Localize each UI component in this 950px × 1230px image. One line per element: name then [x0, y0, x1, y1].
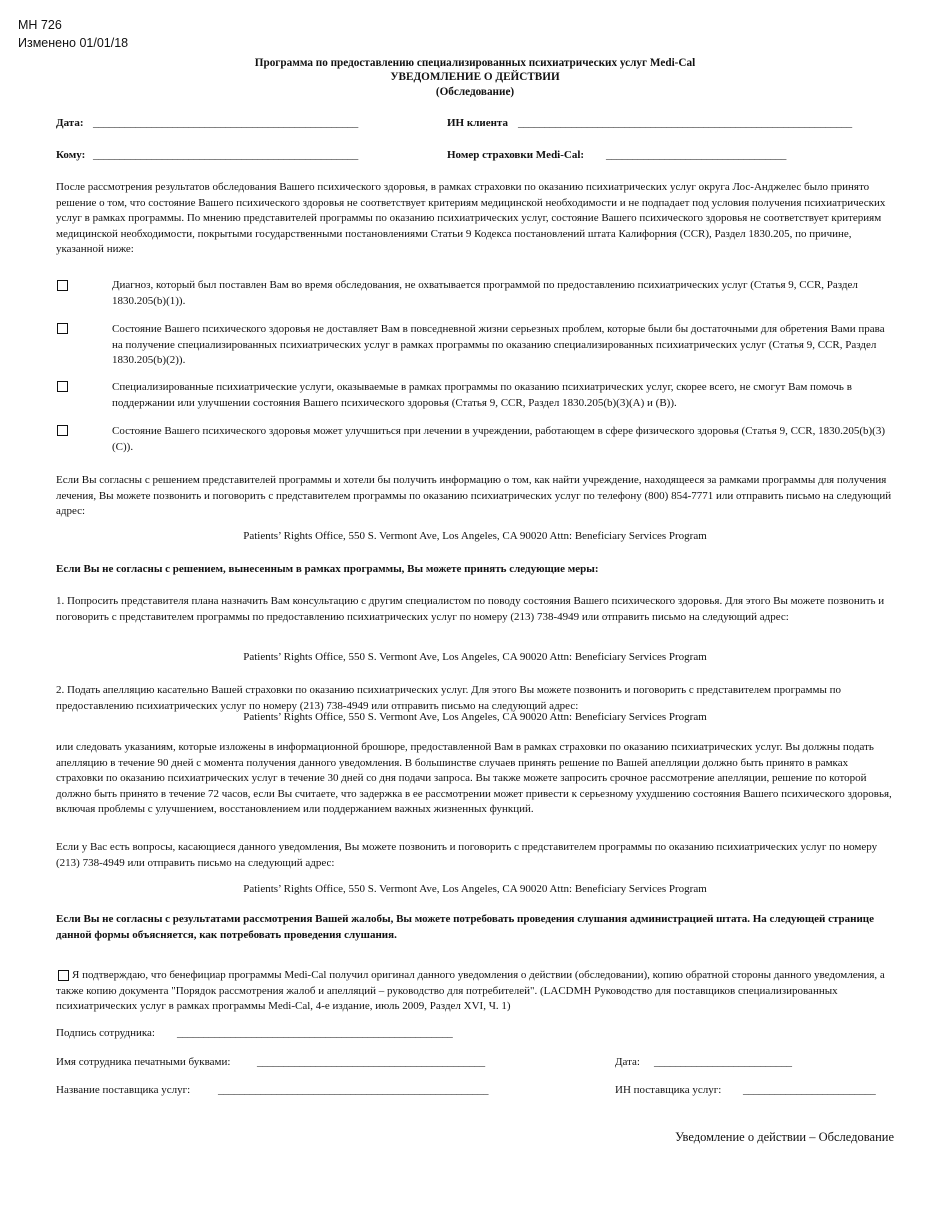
option-2-continuation: или следовать указаниям, которые изложены в информационной брошюре, предоставленной Вам в рамках страховки по оказанию психиатрических услуг. Вы должны подать апелляцию в течение 90 дней с момента получения данного уведомления. В большинстве случаев принять решение по Вашей апелляции должно быть принято в рамках страховки по оказанию психиатрических услуг в течение 30 дней со дня подачи запроса. Вы также можете запросить срочное рассмотрение апелляции, решение по которой должно быть принято в течение 72 часов, если Вы считаете, что задержка в ее рассмотрении может привести к серьезному ухудшению состояния Вашего психического здоровья, включая проблемы с улучшением, восстановлением или поддержанием важных жизненных функций. — [56, 741, 892, 816]
option-2-paragraph: 2. Подать апелляцию касательно Вашей страховки по оказанию психиатрических услуг. Для этого Вы можете позвонить и поговорить с представителем программы по предоставлению психиатрических услуг по номеру (213) 738-4949 или отправить письмо на следующий адрес: — [56, 684, 841, 712]
client-id-field[interactable]: _______________________________________________________________ — [518, 117, 852, 129]
reason-1-checkbox[interactable] — [57, 280, 68, 291]
reason-2-checkbox[interactable] — [57, 323, 68, 334]
signature-date-label: Дата: — [615, 1056, 640, 1068]
page-footer: Уведомление о действии – Обследование — [675, 1130, 894, 1144]
date-field[interactable]: __________________________________________________ — [93, 117, 359, 129]
address-line: Patients’ Rights Office, 550 S. Vermont Ave, Los Angeles, CA 90020 Attn: Beneficiary Services Program — [243, 711, 707, 723]
questions-paragraph: Если у Вас есть вопросы, касающиеся данного уведомления, Вы можете позвонить и поговорить с представителем программы по оказанию психиатрических услуг по номеру (213) 738-4949 или отправить письмо на следующий адрес: — [56, 841, 878, 869]
staff-name-field[interactable]: ___________________________________________ — [257, 1056, 485, 1068]
to-label: Кому: — [56, 149, 86, 161]
address-line: Patients’ Rights Office, 550 S. Vermont Ave, Los Angeles, CA 90020 Attn: Beneficiary Services Program — [243, 530, 707, 542]
staff-signature-field[interactable]: ____________________________________________________ — [177, 1027, 453, 1039]
staff-signature-label: Подпись сотрудника: — [56, 1027, 155, 1039]
form-header — [18, 16, 128, 52]
insurance-number-label: Номер страховки Medi-Cal: — [447, 149, 585, 161]
address-line: Patients’ Rights Office, 550 S. Vermont Ave, Los Angeles, CA 90020 Attn: Beneficiary Services Program — [243, 883, 707, 895]
revised-date: Изменено 01/01/18 — [18, 36, 129, 50]
form-subtitle: (Обследование) — [435, 86, 515, 98]
provider-id-label: ИН поставщика услуг: — [615, 1084, 722, 1096]
reason-3-text: Специализированные психиатрические услуги, оказываемые в рамках программы по оказанию психиатрических услуг, скорее всего, не смогут Вам помочь в поддержании или улучшении состояния Вашего психического здоровья (Статья 9, CCR, Раздел 1830.205(b)(3)(A) и (B)). — [112, 381, 852, 409]
provider-name-label: Название поставщика услуг: — [56, 1084, 191, 1096]
reason-2-text: Состояние Вашего психического здоровья не доставляет Вам в повседневной жизни серьезных проблем, которые были бы достаточными для обретения Вами права на получение специализированных психиатрических услуг в рамках программы по оказанию специализированных психиатрических услуг (Статья 9, CCR, Раздел 1830.205(b)(2)). — [112, 323, 885, 367]
program-title: Программа по предоставлению специализированных психиатрических услуг Medi-Cal — [254, 57, 696, 69]
date-label: Дата: — [56, 117, 84, 129]
reason-3-checkbox[interactable] — [57, 381, 68, 392]
form-number: MH 726 — [18, 18, 62, 32]
intro-paragraph: После рассмотрения результатов обследования Вашего психического здоровья, в рамках страховки по оказанию психиатрических услуг округа Лос-Анджелес было принято решение о том, что состояние Вашего психического здоровья не соответствует критериям медицинской необходимости и не подпадает под условия получения психиатрических услуг в рамках программы. По мнению представителей программы по оказанию психиатрических услуг, состояние Вашего психического здоровья не соответствует критериям медицинской необходимости, покрытыми государственными постановлениями Статьи 9 Кодекса постановлений штата Калифорния (CCR), Раздел 1830.205, по причине, указанной ниже: — [56, 181, 886, 256]
reason-4-text: Состояние Вашего психического здоровья может улучшиться при лечении в учреждении, работающем в сфере физического здоровья (Статья 9, CCR, 1830.205(b)(3)(C)). — [112, 425, 885, 453]
confirmation-text: Я подтверждаю, что бенефициар программы Medi-Cal получил оригинал данного уведомления о действии (обследовании), копию обратной стороны данного уведомления, а также копию документа "Порядок рассмотрения жалоб и апелляций – руководство для потребителей". (LACDMH Руководство для поставщиков специализированных психиатрических услуг в рамках программы Medi-Cal, 4-е издание, июль 2009, Раздел XVI, Ч. 1) — [56, 969, 885, 1013]
to-field[interactable]: __________________________________________________ — [93, 149, 359, 161]
reason-4-checkbox[interactable] — [57, 425, 68, 436]
client-id-label: ИН клиента — [447, 117, 508, 129]
disagree-heading: Если Вы не согласны с решением, вынесенным в рамках программы, Вы можете принять следующие меры: — [56, 563, 599, 575]
reason-1-text: Диагноз, который был поставлен Вам во время обследования, не охватывается программой по предоставлению психиатрических услуг (Статья 9, CCR, Раздел 1830.205(b)(1)). — [112, 279, 858, 307]
form-title: УВЕДОМЛЕНИЕ О ДЕЙСТВИИ — [390, 71, 560, 83]
address-line: Patients’ Rights Office, 550 S. Vermont Ave, Los Angeles, CA 90020 Attn: Beneficiary Services Program — [243, 651, 707, 663]
staff-name-label: Имя сотрудника печатными буквами: — [56, 1056, 231, 1068]
provider-id-field[interactable]: _________________________ — [743, 1084, 876, 1096]
insurance-number-field[interactable]: __________________________________ — [606, 149, 787, 161]
provider-name-field[interactable]: ___________________________________________________ — [218, 1084, 489, 1096]
option-1-paragraph: 1. Попросить представителя плана назначить Вам консультацию с другим специалистом по поводу состояния Вашего психического здоровья. Для этого Вы можете позвонить и поговорить с представителем программы по предоставлению психиатрических услуг по номеру (213) 738-4949 или отправить письмо на следующий адрес: — [56, 595, 885, 623]
agree-paragraph: Если Вы согласны с решением представителей программы и хотели бы получить информацию о том, как найти учреждение, находящееся за рамками программы для получения лечения, Вы можете позвонить и поговорить с представителем программы по оказанию психиатрических услуг по телефону (800) 854-7771 или отправить письмо на следующий адрес: — [56, 474, 892, 518]
state-hearing-note: Если Вы не согласны с результатами рассмотрения Вашей жалобы, Вы можете потребовать проведения слушания администрацией штата. На следующей странице данной формы объясняется, как потребовать проведения слушания. — [56, 913, 875, 941]
signature-date-field[interactable]: __________________________ — [654, 1056, 792, 1068]
